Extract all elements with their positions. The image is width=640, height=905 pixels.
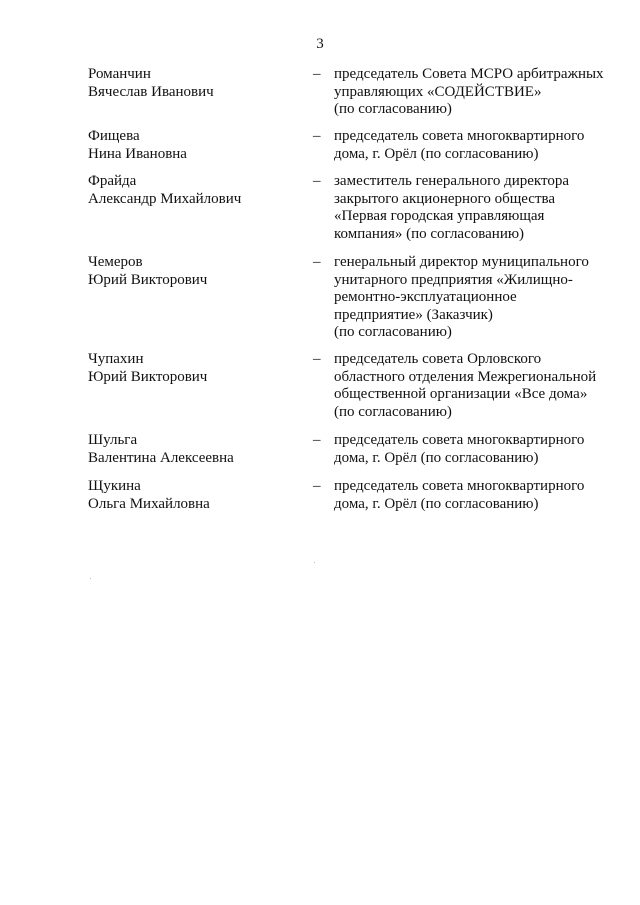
member-position	[334, 478, 634, 513]
member-position	[334, 351, 634, 421]
position-line: областного отделения Межрегиональной	[334, 368, 597, 385]
member-position	[334, 254, 634, 342]
position-line: общественной организации «Все дома»	[334, 386, 588, 402]
dash-separator: –	[313, 66, 321, 82]
position-line: (по согласованию)	[334, 101, 452, 117]
position-line: дома, г. Орёл (по согласованию)	[334, 449, 539, 466]
position-line: управляющих «СОДЕЙСТВИЕ»	[334, 83, 542, 100]
position-line: генеральный директор муниципального	[334, 254, 589, 270]
dash-separator: –	[313, 478, 321, 494]
member-surname: Щукина	[88, 478, 141, 494]
position-line: председатель совета многоквартирного	[334, 478, 585, 494]
position-line: заместитель генерального директора	[334, 173, 570, 189]
member-position	[334, 432, 634, 467]
position-line: (по согласованию)	[334, 324, 452, 340]
scan-speck	[90, 578, 91, 579]
position-line: председатель совета многоквартирного	[334, 432, 585, 448]
member-surname: Шульга	[88, 432, 138, 448]
dash-separator: –	[313, 351, 321, 367]
member-surname: Чемеров	[88, 254, 143, 270]
position-line: унитарного предприятия «Жилищно-	[334, 271, 573, 288]
position-line: председатель совета многоквартирного	[334, 128, 585, 144]
member-name	[88, 478, 298, 513]
position-line: предприятие» (Заказчик)	[334, 306, 493, 323]
member-position	[334, 173, 634, 243]
member-surname: Чупахин	[88, 351, 144, 367]
member-surname: Романчин	[88, 66, 151, 82]
member-surname: Фрайда	[88, 173, 137, 189]
member-name	[88, 432, 298, 467]
position-line: дома, г. Орёл (по согласованию)	[334, 145, 539, 162]
member-name	[88, 128, 298, 163]
member-given-names: Ольга Михайловна	[88, 495, 210, 512]
member-given-names: Юрий Викторович	[88, 271, 208, 288]
position-line: председатель совета Орловского	[334, 351, 542, 367]
dash-separator: –	[313, 128, 321, 144]
position-line: «Первая городская управляющая	[334, 208, 545, 224]
member-given-names: Вячеслав Иванович	[88, 83, 214, 100]
position-line: ремонтно-эксплуатационное	[334, 289, 517, 305]
member-given-names: Александр Михайлович	[88, 190, 242, 207]
scan-speck	[314, 562, 315, 563]
position-line: дома, г. Орёл (по согласованию)	[334, 495, 539, 512]
member-name	[88, 351, 298, 386]
member-name	[88, 66, 298, 101]
member-position	[334, 66, 634, 119]
member-given-names: Валентина Алексеевна	[88, 449, 234, 466]
position-line: (по согласованию)	[334, 403, 452, 420]
member-given-names: Нина Ивановна	[88, 145, 187, 162]
member-name	[88, 254, 298, 289]
dash-separator: –	[313, 432, 321, 448]
dash-separator: –	[313, 173, 321, 189]
dash-separator: –	[313, 254, 321, 270]
member-name	[88, 173, 298, 208]
member-given-names: Юрий Викторович	[88, 368, 208, 385]
member-position	[334, 128, 634, 163]
position-line: председатель Совета МСРО арбитражных	[334, 66, 604, 82]
member-surname: Фищева	[88, 128, 140, 144]
position-line: закрытого акционерного общества	[334, 190, 556, 207]
page-number: 3	[316, 36, 324, 52]
position-line: компания» (по согласованию)	[334, 225, 525, 242]
